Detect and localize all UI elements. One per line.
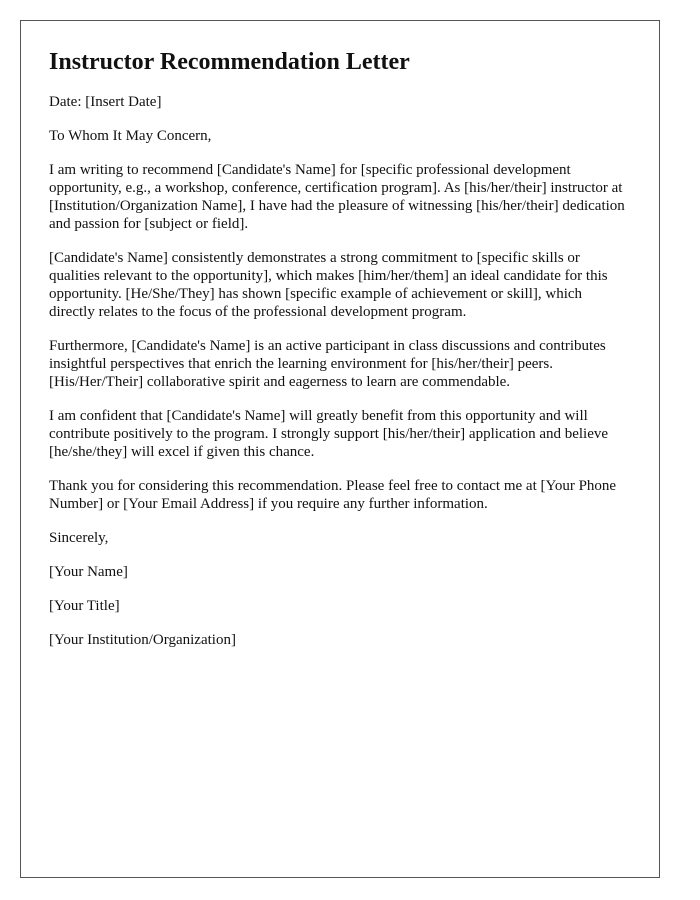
signature-organization: [Your Institution/Organization]	[49, 632, 236, 648]
date-line: Date: [Insert Date]	[49, 94, 162, 110]
salutation: To Whom It May Concern,	[49, 128, 212, 144]
signature-title: [Your Title]	[49, 598, 120, 614]
closing: Sincerely,	[49, 530, 109, 546]
body-paragraph-5: Thank you for considering this recommendation. Please feel free to contact me at [Your Phone Number] or [Your Email Address] if you require any further information.	[49, 478, 617, 512]
body-paragraph-2: [Candidate's Name] consistently demonstrates a strong commitment to [specific skills or qualities relevant to the opportunity], which makes [him/her/them] an ideal candidate for this opportunity. [He/She/They] has shown [specific example of achievement or skill], which directly relates to the focus of the professional development program.	[49, 250, 608, 320]
letter-page	[20, 20, 660, 878]
body-paragraph-3: Furthermore, [Candidate's Name] is an active participant in class discussions and contributes insightful perspectives that enrich the learning environment for [his/her/their] peers. [His/Her/Their] collaborative spirit and eagerness to learn are commendable.	[49, 338, 606, 390]
signature-name: [Your Name]	[49, 564, 128, 580]
letter-title: Instructor Recommendation Letter	[49, 49, 410, 75]
body-paragraph-1: I am writing to recommend [Candidate's Name] for [specific professional development opportunity, e.g., a workshop, conference, certification program]. As [his/her/their] instructor at [Institution/Organization Name], I have had the pleasure of witnessing [his/her/their] dedication and passion for [subject or field].	[49, 162, 625, 232]
body-paragraph-4: I am confident that [Candidate's Name] will greatly benefit from this opportunity and will contribute positively to the program. I strongly support [his/her/their] application and believe [he/she/they] will excel if given this chance.	[49, 408, 609, 460]
